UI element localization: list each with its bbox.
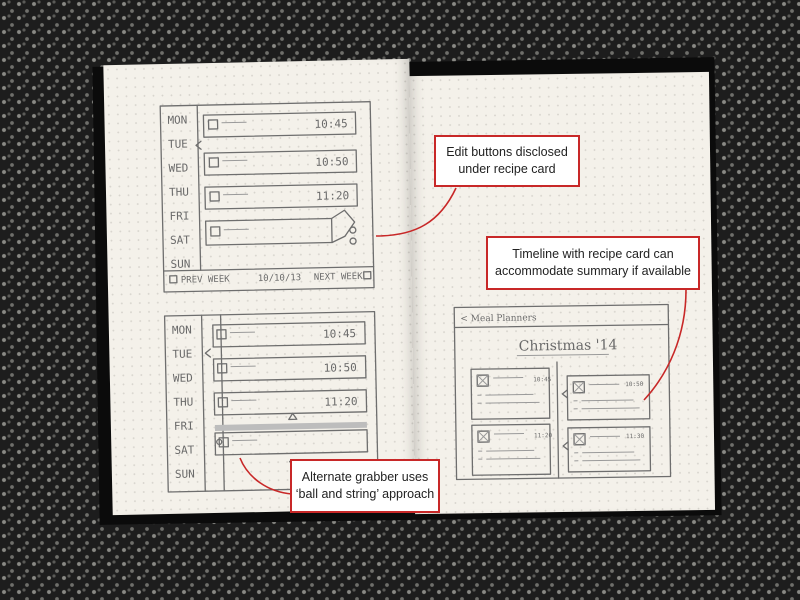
sketch1-footer-date: 10/10/13	[257, 273, 302, 285]
sketch1-time: 10:50	[315, 155, 349, 169]
sketch3-back-label: < Meal Planners	[460, 313, 537, 325]
callout-edit-buttons	[434, 135, 580, 187]
sketch3-title: Christmas '14	[518, 337, 618, 355]
sketch3-time: 10:45	[533, 376, 552, 384]
sketch1-day-label: SAT	[169, 233, 191, 247]
sketch3-time: 10:50	[625, 380, 644, 389]
sketch2-day-label: FRI	[173, 419, 194, 433]
sketch3-time: 11:20	[533, 432, 553, 440]
sketch1-day-label: THU	[168, 185, 190, 199]
sketch2-day-label: WED	[172, 371, 193, 385]
sketch2-day-label: MON	[171, 323, 192, 337]
callout-text: ‘ball and string’ approach	[295, 487, 435, 501]
sketch1-day-label: SUN	[170, 257, 191, 271]
callout-text: Timeline with recipe card can	[512, 247, 674, 261]
callout-text: Edit buttons disclosed	[446, 145, 568, 159]
callout-grabber	[290, 459, 440, 513]
sketch2-time: 11:20	[324, 395, 358, 409]
sketch2-time: 10:45	[322, 327, 357, 341]
callout-text: Alternate grabber uses	[301, 470, 429, 484]
callout-text: accommodate summary if available	[495, 264, 691, 278]
sketch2-day-label: TUE	[172, 347, 193, 361]
sketch1-day-label: FRI	[169, 209, 190, 223]
sketch2-day-label: SAT	[174, 443, 195, 457]
callout-line-timeline	[644, 290, 686, 400]
sketch1-time: 11:20	[315, 189, 350, 203]
callout-line-edit-buttons	[376, 188, 456, 236]
sketch1-footer-prev: PREV WEEK	[180, 274, 230, 286]
sketch1-day-label: WED	[168, 161, 189, 175]
callout-line-grabber	[240, 458, 292, 494]
sketch2-day-label: SUN	[174, 467, 195, 481]
sketch1-footer-next: NEXT WEEK	[313, 271, 363, 283]
sketch1-day-label: TUE	[167, 137, 189, 151]
callout-text: under recipe card	[458, 162, 556, 176]
sketch1-day-label: MON	[167, 113, 188, 127]
sketch2-time: 10:50	[323, 361, 357, 375]
callout-timeline	[486, 236, 700, 290]
sketch3-time: 11:30	[625, 432, 645, 441]
sketch2-day-label: THU	[173, 395, 194, 409]
sketch1-time: 10:45	[314, 117, 348, 131]
